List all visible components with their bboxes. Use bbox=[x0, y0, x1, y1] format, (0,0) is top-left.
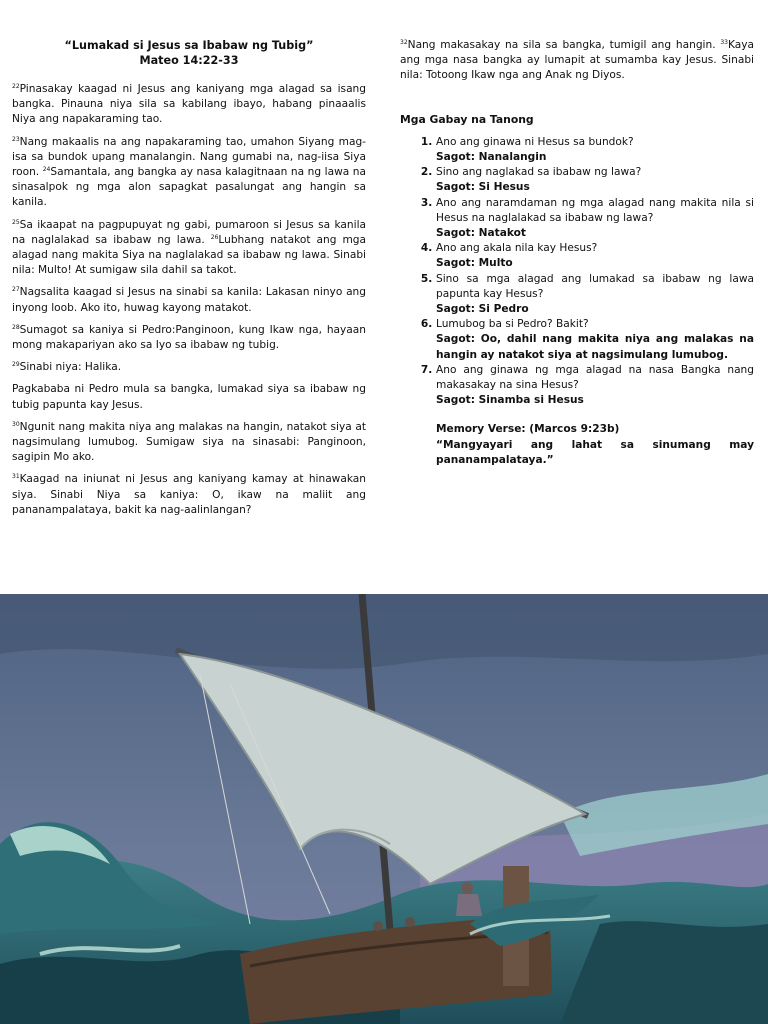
verse-text: Sinabi niya: Halika. bbox=[19, 361, 122, 374]
story-column bbox=[12, 38, 366, 525]
memory-verse-title: Memory Verse: (Marcos 9:23b) bbox=[436, 423, 620, 436]
verse-text: Sa ikaapat na pagpupuyat ng gabi, pumaroon si Jesus sa kanila na naglalakad sa ibabaw ng lawa. bbox=[12, 218, 366, 246]
verse-number: 33 bbox=[720, 39, 728, 46]
verse-text: Sumagot sa kaniya si Pedro:Panginoon, kung Ikaw nga, hayaan mong makapariyan ako sa Iyo sa ibabaw ng tubig. bbox=[12, 323, 366, 352]
question-text: 1. Ano ang ginawa ni Hesus sa bundok? bbox=[436, 135, 634, 148]
question-text: 5. Sino sa mga alagad ang lumakad sa ibabaw ng lawa papunta kay Hesus? bbox=[436, 272, 754, 300]
question-item bbox=[436, 196, 754, 242]
question-item bbox=[436, 135, 754, 165]
verse-text: Nagsalita kaagad si Jesus na sinabi sa kanila: Lakasan ninyo ang inyong loob. Ako ito, huwag kayong matakot. bbox=[12, 286, 366, 314]
question-text: 7. Ano ang ginawa ng mga alagad na nasa Bangka nang makasakay na sina Hesus? bbox=[436, 363, 754, 392]
verse-number: 30 bbox=[12, 420, 20, 428]
verse-number: 27 bbox=[12, 286, 20, 294]
verse-paragraph bbox=[400, 38, 754, 84]
question-text: 4. Ano ang akala nila kay Hesus? bbox=[436, 242, 598, 255]
verse-paragraph bbox=[12, 382, 366, 412]
memory-verse-quote: “Mangyayari ang lahat sa sinumang may pananampalataya.” bbox=[436, 438, 754, 466]
verse-text: Pinasakay kaagad ni Jesus ang kaniyang mga alagad sa isang bangka. Pinauna niya sila sa kabilang ibayo, habang pinaaalis Niya ang napakaraming tao. bbox=[12, 83, 366, 126]
question-text: 2. Sino ang naglakad sa ibabaw ng lawa? bbox=[436, 166, 642, 179]
question-item bbox=[436, 241, 754, 271]
verse-number: 26 bbox=[210, 233, 219, 241]
verse-paragraph bbox=[12, 82, 366, 128]
verse-number: 23 bbox=[12, 135, 20, 143]
verse-text: Kaya ang mga nasa bangka ay lumapit at sumamba kay Jesus. Sinabi nila: Totoong Ikaw nga ang Anak ng Diyos. bbox=[400, 39, 754, 82]
verse-paragraph bbox=[12, 135, 366, 211]
verse-text: Nang makaalis na ang napakaraming tao, umahon Siyang mag-isa sa bundok upang manalangin. Nang gumabi na, nag-iisa Siya roon. bbox=[12, 135, 366, 179]
verse-number: 28 bbox=[12, 323, 20, 331]
verse-list-continued bbox=[400, 38, 754, 84]
verse-paragraph bbox=[12, 420, 366, 466]
question-text: 6. Lumubog ba si Pedro? Bakit? bbox=[436, 318, 589, 331]
verse-paragraph bbox=[12, 472, 366, 518]
verse-text: Ngunit nang makita niya ang malakas na hangin, natakot siya at nagsimulang lumubog. Sumigaw siya na sinasabi: Panginoon, sagipin Mo ako. bbox=[12, 420, 366, 464]
verse-paragraph bbox=[12, 285, 366, 315]
verse-text: Kaagad na iniunat ni Jesus ang kaniyang kamay at hinawakan siya. Sinabi Niya sa kaniya: O, ikaw na maliit ang pananampalataya, bakit ka nag-aalinlangan? bbox=[12, 473, 366, 516]
question-item bbox=[436, 363, 754, 409]
verse-number: 25 bbox=[12, 218, 20, 226]
questions-heading: Mga Gabay na Tanong bbox=[400, 112, 534, 126]
verse-number: 32 bbox=[400, 39, 408, 46]
question-answer: Sagot: Si Hesus bbox=[436, 181, 530, 194]
question-text: 3. Ano ang naramdaman ng mga alagad nang makita nila si Hesus na naglalakad sa ibabaw ng lawa? bbox=[436, 196, 754, 224]
guide-column bbox=[400, 38, 754, 468]
question-answer: Sagot: Oo, dahil nang makita niya ang malakas na hangin ay natakot siya at nagsimulang lumubog. bbox=[436, 333, 754, 361]
story-title: “Lumakad si Jesus sa Ibabaw ng Tubig” bbox=[64, 39, 314, 52]
verse-paragraph bbox=[12, 218, 366, 279]
question-item bbox=[436, 317, 754, 363]
question-answer: Sagot: Si Pedro bbox=[436, 303, 529, 316]
verse-number: 24 bbox=[42, 166, 51, 174]
verse-text: Lubhang natakot ang mga alagad nang makita Siya na naglalakad sa ibabaw ng lawa. Sinabi nila: Multo! At sumigaw sila dahil sa takot. bbox=[12, 233, 366, 277]
verse-text: Nang makasakay na sila sa bangka, tumigil ang hangin. bbox=[407, 39, 721, 51]
verse-number: 31 bbox=[12, 473, 20, 481]
question-answer: Sagot: Nanalangin bbox=[436, 151, 547, 164]
question-answer: Sagot: Multo bbox=[436, 257, 513, 270]
verse-number: 29 bbox=[12, 361, 20, 369]
question-answer: Sagot: Sinamba si Hesus bbox=[436, 394, 584, 407]
verse-text: Pagkababa ni Pedro mula sa bangka, lumakad siya sa ibabaw ng tubig papunta kay Jesus. bbox=[12, 383, 366, 411]
question-item bbox=[436, 165, 754, 195]
question-answer: Sagot: Natakot bbox=[436, 227, 526, 240]
verse-text: Samantala, ang bangka ay nasa kalagitnaan na ng lawa na sinasalpok ng mga alon sapagkat pasalungat ang hangin sa kanila. bbox=[12, 166, 366, 209]
verse-list bbox=[12, 82, 366, 518]
question-item bbox=[436, 272, 754, 318]
question-list bbox=[400, 135, 754, 409]
verse-paragraph bbox=[12, 360, 366, 375]
boat-storm-painting-icon bbox=[0, 594, 768, 1024]
verse-number: 22 bbox=[12, 83, 20, 90]
verse-paragraph bbox=[12, 323, 366, 353]
story-reference: Mateo 14:22-33 bbox=[139, 54, 239, 67]
memory-verse bbox=[436, 422, 754, 468]
